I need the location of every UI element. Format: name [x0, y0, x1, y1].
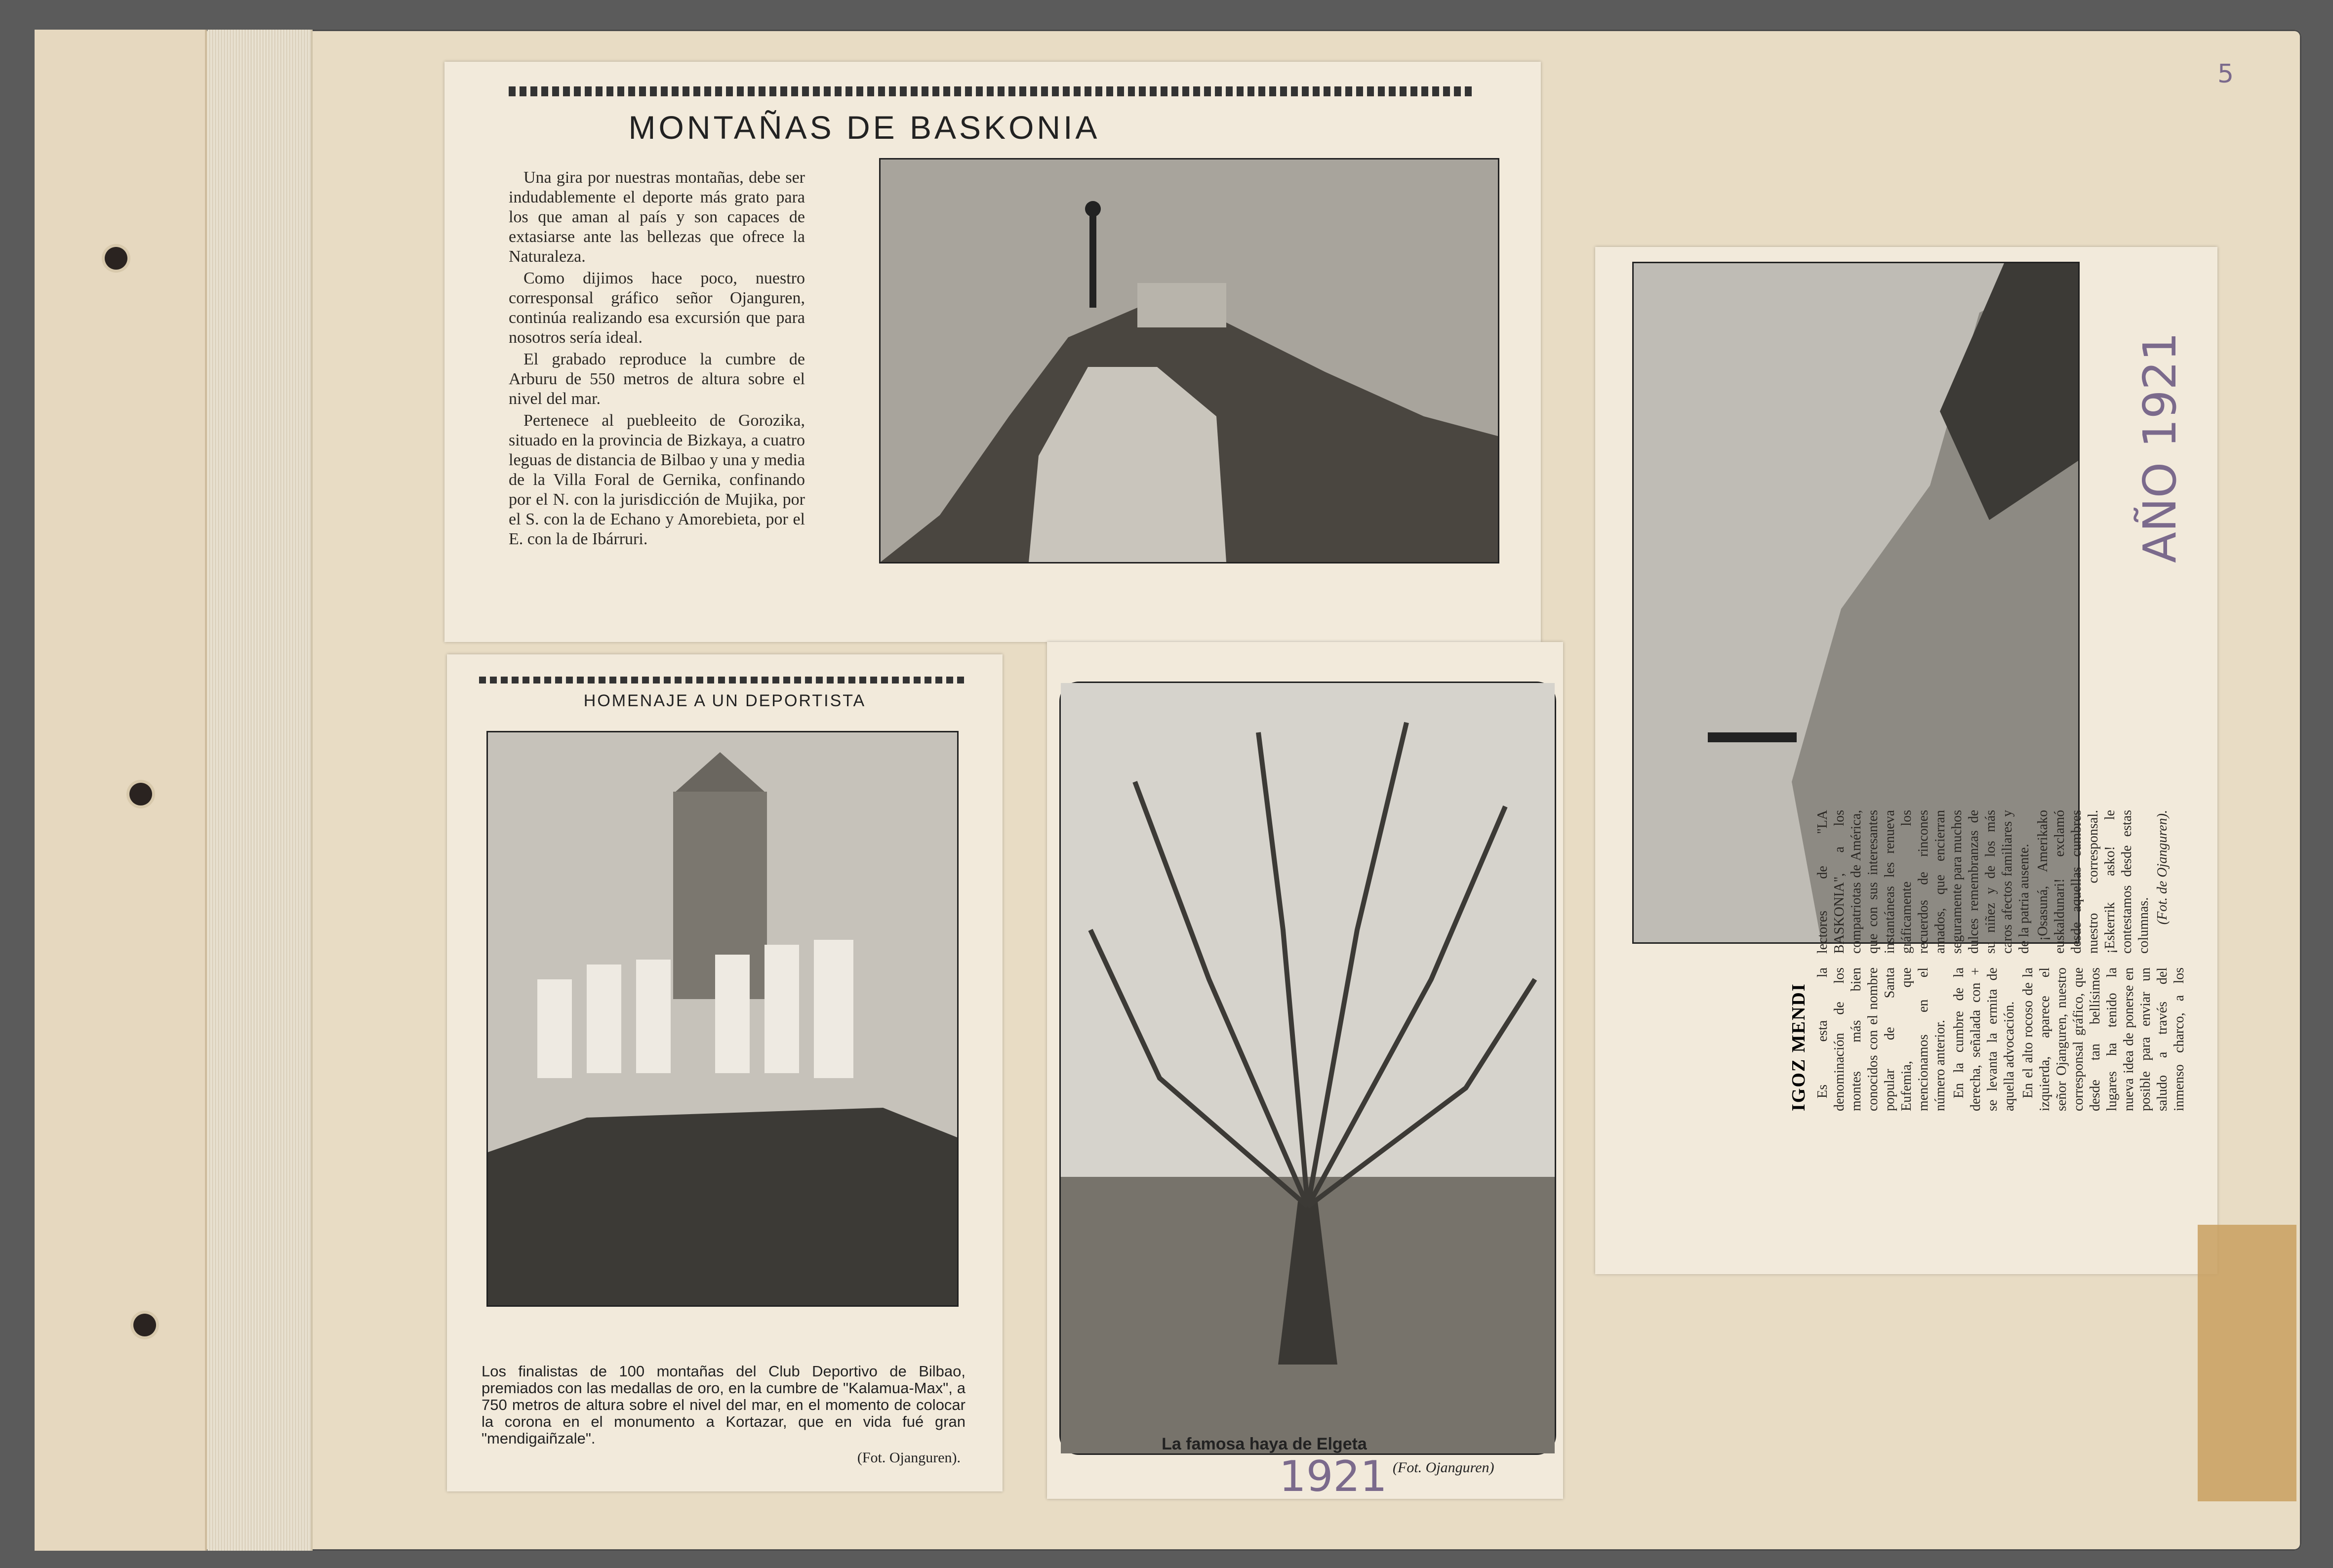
paragraph: En la cumbre de la derecha, señalada con + se levanta la ermita de aquella advocación. — [1951, 967, 2017, 1111]
article-title: IGOZ MENDI — [1788, 983, 1809, 1111]
binding-gauze — [207, 30, 313, 1551]
clipping-montanas-de-baskonia — [444, 62, 1541, 642]
paragraph: Como dijimos hace poco, nuestro corresponsal gráfico señor Ojanguren, continúa realizando esa excursión que para nosotros sería ideal. — [509, 269, 805, 347]
paragraph: Es esta la denominación de los montes más bien conocidos con el nombre popular de Santa Eufemia, que mencionamos en el número anterior. — [1815, 967, 1948, 1111]
ornamental-border — [509, 86, 1472, 96]
article-title: MONTAÑAS DE BASKONIA — [628, 109, 1100, 146]
photo-credit: (Fot. de Ojanguren). — [2155, 810, 2170, 925]
handwritten-year: AÑO 1921 — [2133, 332, 2186, 563]
handwritten-year: 1921 — [1279, 1452, 1387, 1501]
paragraph: ¡Osasuná, Amerikako euskaldunari! exclamó desde aquellas cumbres nuestro corresponsal. ¡Eskerrik asko! le contestamos desde estas columnas. — [2035, 810, 2151, 954]
ornamental-border — [479, 677, 968, 683]
article-title: HOMENAJE A UN DEPORTISTA — [583, 691, 866, 710]
beech-tree-photo — [1059, 682, 1556, 1455]
binder-hole-middle — [129, 783, 152, 805]
binder-hole-bottom — [133, 1314, 156, 1336]
photo-credit: (Fot. Ojanguren) — [1393, 1459, 1494, 1476]
photo-caption: La famosa haya de Elgeta — [1162, 1435, 1367, 1453]
summit-photo-arburu — [879, 158, 1499, 563]
article-body — [509, 168, 805, 551]
clipping-homenaje — [447, 654, 1003, 1491]
clipping-haya-de-elgeta — [1047, 642, 1563, 1499]
adhesive-tape — [2198, 1225, 2296, 1501]
clipping-igoz-mendi — [1595, 247, 2217, 1274]
group-photo-kalamua — [486, 731, 959, 1307]
paragraph: Una gira por nuestras montañas, debe ser indudablemente el deporte más grato para los que aman al país y son capaces de extasiarse ante las bellezas que ofrece la Naturaleza. — [509, 168, 805, 266]
page-number: 5 — [2217, 59, 2234, 89]
photo-credit: (Fot. Ojanguren). — [857, 1449, 961, 1466]
photo-caption: Los finalistas de 100 montañas del Club Deportivo de Bilbao, premiados con las medallas de oro, en la cumbre de "Kalamua-Max", a 750 metros de altura sobre el nivel del mar, en el momento de colocar la corona en el monumento a Kortazar, que en vida fué gran "mendigaiñzale". — [482, 1363, 965, 1447]
article-text-block — [1625, 810, 2193, 1264]
paragraph: Pertenece al puebleeito de Gorozika, situado en la provincia de Bizkaya, a cuatro leguas de distancia de Bilbao y una y media de la Villa Foral de Gernika, confinando por el N. con la jurisdicción de Mujika, por el S. con la de Echano y Amorebieta, por el E. con la de Ibárruri. — [509, 411, 805, 548]
paragraph: En el alto rocoso de la izquierda, aparece el señor Ojanguren, nuestro corresponsal gráfico, que desde tan bellísimos lugares ha tenido la nueva idea de ponerse en posible para enviar un saludo a través del inmenso charco, a los lectores de "LA BASKONIA", a los compatriotas de América, que con sus interesantes instantáneas les renueva gráficamente los recuerdos de rincones amados, que encierran seguramente para muchos dulces remembranzas de su niñez y de los más caros afectos familiares y de la patria ausente. — [1815, 810, 2187, 1111]
binder-hole-top — [105, 247, 127, 270]
paragraph: El grabado reproduce la cumbre de Arburu de 550 metros de altura sobre el nivel del mar. — [509, 350, 805, 408]
